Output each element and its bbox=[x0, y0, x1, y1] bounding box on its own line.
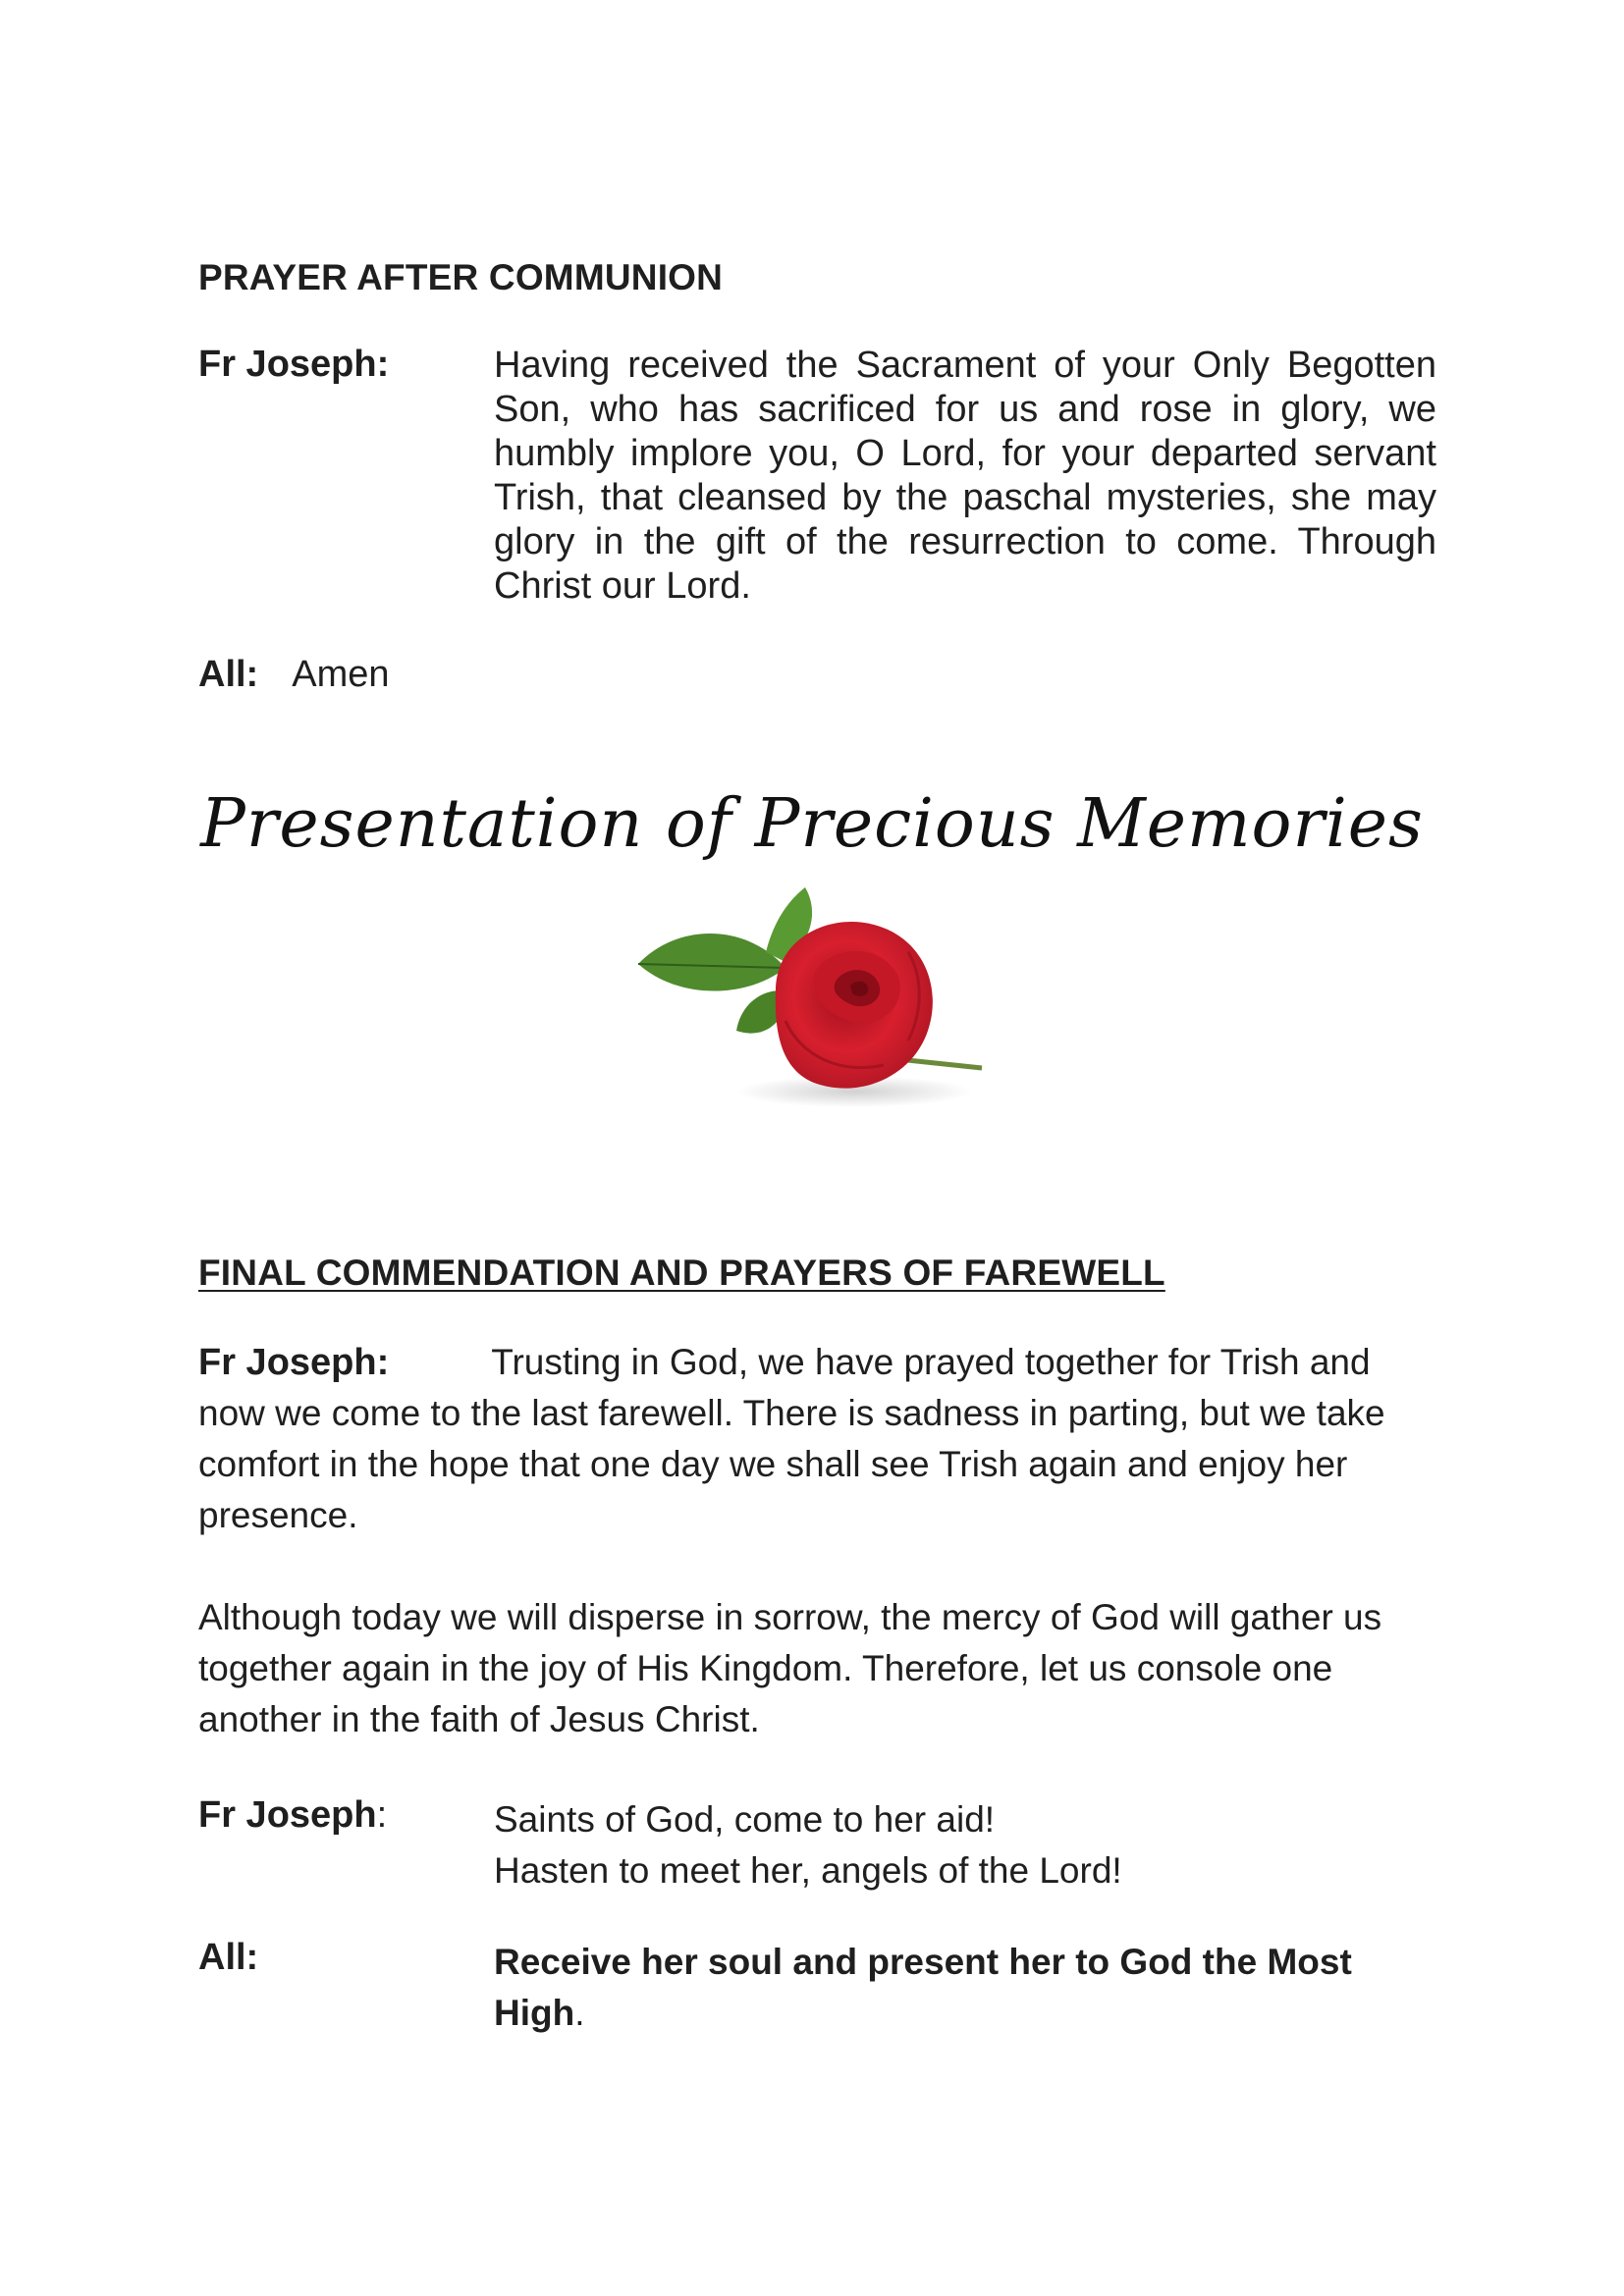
all-response-end: . bbox=[574, 1993, 585, 2033]
prayer-after-communion-heading: PRAYER AFTER COMMUNION bbox=[198, 257, 724, 297]
speaker-label: Fr Joseph: bbox=[198, 1342, 390, 1383]
speaker-label: Fr Joseph: bbox=[198, 344, 390, 385]
invocation-lines bbox=[494, 1794, 1122, 1896]
final-commendation-heading: FINAL COMMENDATION AND PRAYERS OF FAREWELL bbox=[198, 1253, 1165, 1293]
all-response bbox=[494, 1937, 1436, 2039]
invocation-line-2: Hasten to meet her, angels of the Lord! bbox=[494, 1850, 1122, 1891]
rose-image bbox=[628, 883, 1001, 1119]
speaker-name: Fr Joseph bbox=[198, 1794, 377, 1836]
rose-icon bbox=[628, 883, 1001, 1119]
all-speaker-label: All: bbox=[198, 1937, 259, 1978]
intro-continued: now we come to the last farewell. There is sadness in parting, but we take comfort in the hope that one day we shall see Trish again and enjoy her presence. bbox=[198, 1393, 1385, 1535]
prayer-text: Having received the Sacrament of your Only Begotten Son, who has sacrificed for us and rose in glory, we humbly implore you, O Lord, for your departed servant Trish, that cleansed by the paschal mysteries, she may glory in the gift of the resurrection to come. Through Christ our Lord. bbox=[494, 345, 1436, 607]
invocation-line-1: Saints of God, come to her aid! bbox=[494, 1799, 996, 1840]
response-line bbox=[198, 654, 390, 696]
commendation-intro bbox=[198, 1337, 1440, 1541]
speaker-label-2 bbox=[198, 1794, 387, 1837]
commendation-paragraph: Although today we will disperse in sorrow, the mercy of God will gather us together again in the joy of His Kingdom. Therefore, let us console one another in the faith of Jesus Christ. bbox=[198, 1597, 1382, 1739]
intro-first-line: Trusting in God, we have prayed together for Trish and bbox=[491, 1342, 1371, 1382]
response-text: Amen bbox=[292, 654, 390, 695]
presentation-title: Presentation of Precious Memories bbox=[200, 785, 1424, 863]
speaker-colon: : bbox=[376, 1794, 388, 1836]
all-response-text: Receive her soul and present her to God the Most High bbox=[494, 1942, 1352, 2033]
response-speaker: All: bbox=[198, 654, 259, 695]
